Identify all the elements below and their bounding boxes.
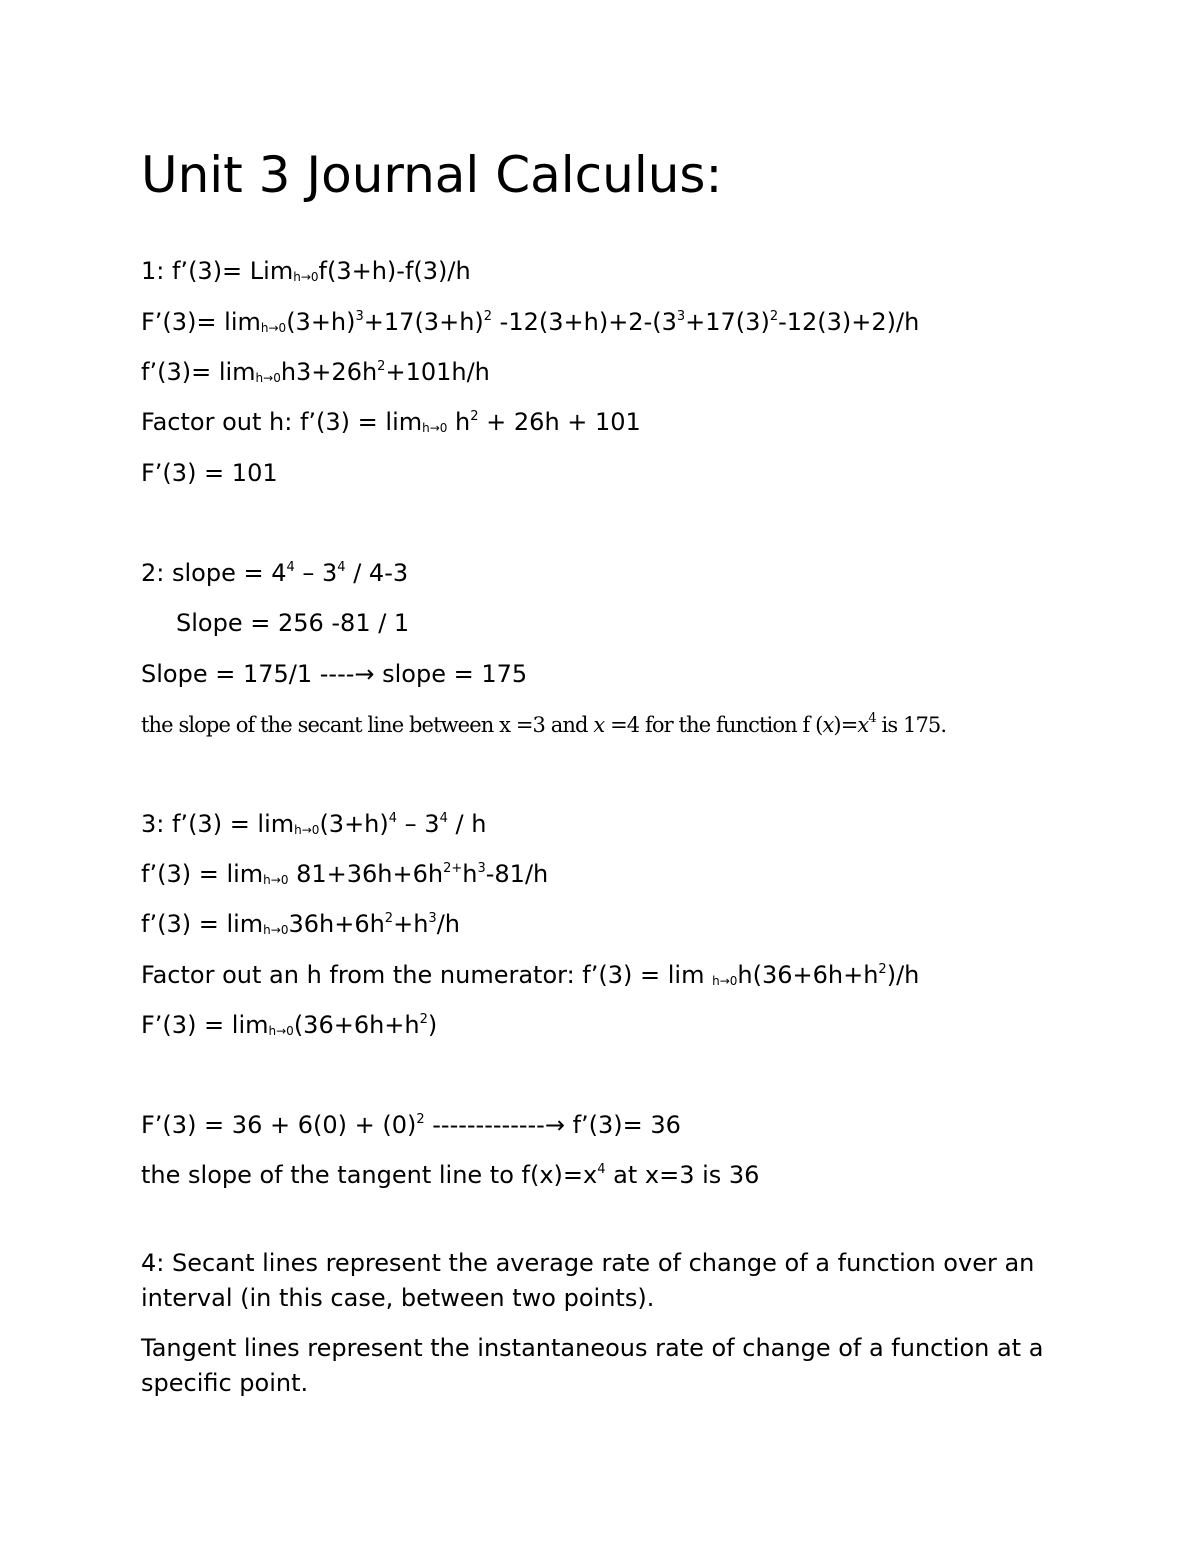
- exponent: 4: [388, 811, 398, 826]
- text: h: [447, 408, 471, 436]
- problem-1-line-4: [141, 405, 641, 439]
- text: (3+h): [286, 308, 356, 336]
- text: F’(3) = 36 + 6(0) + (0): [141, 1111, 417, 1139]
- limit-subscript: h→0: [263, 873, 289, 887]
- text: -12(3)+2)/h: [778, 308, 920, 336]
- variable-x: x: [593, 713, 605, 737]
- problem-3-line-4: [141, 958, 919, 992]
- text: /h: [436, 910, 460, 938]
- exponent: 2+: [443, 861, 463, 876]
- text: -------------→ f’(3)= 36: [424, 1111, 681, 1139]
- exponent: 2: [470, 409, 479, 424]
- limit-subscript: h→0: [263, 923, 289, 937]
- text: f(3+h)-f(3)/h: [318, 257, 471, 285]
- exponent: 2: [878, 962, 887, 977]
- exponent: 2: [384, 911, 394, 926]
- problem-1-line-1: [141, 254, 471, 288]
- problem-3-line-2: [141, 857, 548, 891]
- limit-subscript: h→0: [255, 371, 281, 385]
- exponent: 2: [416, 1112, 425, 1127]
- problem-2-line-3: Slope = 175/1 ----→ slope = 175: [141, 660, 528, 688]
- exponent: 3: [676, 309, 686, 324]
- problem-3-line-1: [141, 807, 486, 841]
- exponent: 3: [428, 911, 437, 926]
- variable-x: x: [822, 713, 834, 737]
- exponent: 4: [597, 1162, 606, 1177]
- limit-subscript: h→0: [268, 1024, 294, 1038]
- text: / h: [447, 810, 487, 838]
- exponent: 2: [419, 1012, 428, 1027]
- exponent: 3: [355, 309, 364, 324]
- problem-3-line-3: [141, 907, 460, 941]
- text: Factor out h: f’(3) = lim: [141, 408, 423, 436]
- problem-3-line-5: [141, 1008, 437, 1042]
- text: – 3: [294, 559, 338, 587]
- problem-1-answer: F’(3) = 101: [141, 459, 278, 487]
- problem-2-line-2: Slope = 256 -81 / 1: [176, 609, 410, 637]
- exponent: 2: [483, 309, 493, 324]
- exponent: 4: [868, 711, 876, 726]
- text: at x=3 is 36: [605, 1161, 760, 1189]
- text: 1: f’(3)= Lim: [141, 257, 294, 285]
- text: F’(3) = lim: [141, 1011, 269, 1039]
- text: – 3: [397, 810, 440, 838]
- text: Factor out an h from the numerator: f’(3) = lim: [141, 961, 713, 989]
- problem-4-paragraph-2: Tangent lines represent the instantaneous rate of change of a function at a specific point.: [141, 1334, 1044, 1397]
- text: +17(3+h): [363, 308, 484, 336]
- exponent: 2: [377, 359, 386, 374]
- text: )/h: [886, 961, 920, 989]
- text: 3: f’(3) = lim: [141, 810, 295, 838]
- text: + 26h + 101: [478, 408, 641, 436]
- problem-4-paragraph-1: 4: Secant lines represent the average rate of change of a function over an interval (in this case, between two points).: [141, 1249, 1035, 1312]
- text: h3+26h: [280, 358, 378, 386]
- text: / 4-3: [345, 559, 409, 587]
- limit-subscript: h→0: [294, 823, 320, 837]
- limit-subscript: h→0: [422, 421, 448, 435]
- problem-1-line-3: [141, 355, 490, 389]
- text: (3+h): [319, 810, 389, 838]
- text: ): [427, 1011, 438, 1039]
- text: h(36+6h+h: [737, 961, 879, 989]
- text: the slope of the secant line between x =3 and: [141, 713, 594, 737]
- exponent: 4: [337, 560, 346, 575]
- problem-3-conclusion: [141, 1158, 759, 1192]
- problem-3-answer: [141, 1108, 681, 1142]
- page-title: Unit 3 Journal Calculus:: [141, 146, 723, 204]
- exponent: 4: [439, 811, 448, 826]
- text: )=: [833, 713, 858, 737]
- problem-1-line-2: [141, 305, 919, 339]
- limit-subscript: h→0: [293, 270, 319, 284]
- text: +h: [393, 910, 429, 938]
- text: =4 for the function f (: [604, 713, 823, 737]
- exponent: 3: [477, 861, 486, 876]
- text: 81+36h+6h: [288, 860, 444, 888]
- text: -81/h: [485, 860, 549, 888]
- limit-subscript: h→0: [712, 974, 738, 988]
- text: h: [462, 860, 478, 888]
- text: +101h/h: [385, 358, 490, 386]
- text: f’(3) = lim: [141, 860, 264, 888]
- text: f’(3)= lim: [141, 358, 256, 386]
- text: +17(3): [685, 308, 770, 336]
- exponent: 4: [286, 560, 295, 575]
- text: is 175.: [875, 713, 947, 737]
- limit-subscript: h→0: [260, 321, 287, 335]
- text: (36+6h+h: [293, 1011, 420, 1039]
- text: f’(3) = lim: [141, 910, 264, 938]
- text: 36h+6h: [288, 910, 385, 938]
- text: F’(3)= lim: [141, 308, 261, 336]
- text: 2: slope = 4: [141, 559, 287, 587]
- text: the slope of the tangent line to f(x)=x: [141, 1161, 598, 1189]
- variable-x: x: [857, 713, 869, 737]
- text: -12(3+h)+2-(3: [492, 308, 677, 336]
- exponent: 2: [769, 309, 779, 324]
- problem-2-conclusion: [141, 708, 946, 742]
- problem-2-line-1: [141, 556, 408, 590]
